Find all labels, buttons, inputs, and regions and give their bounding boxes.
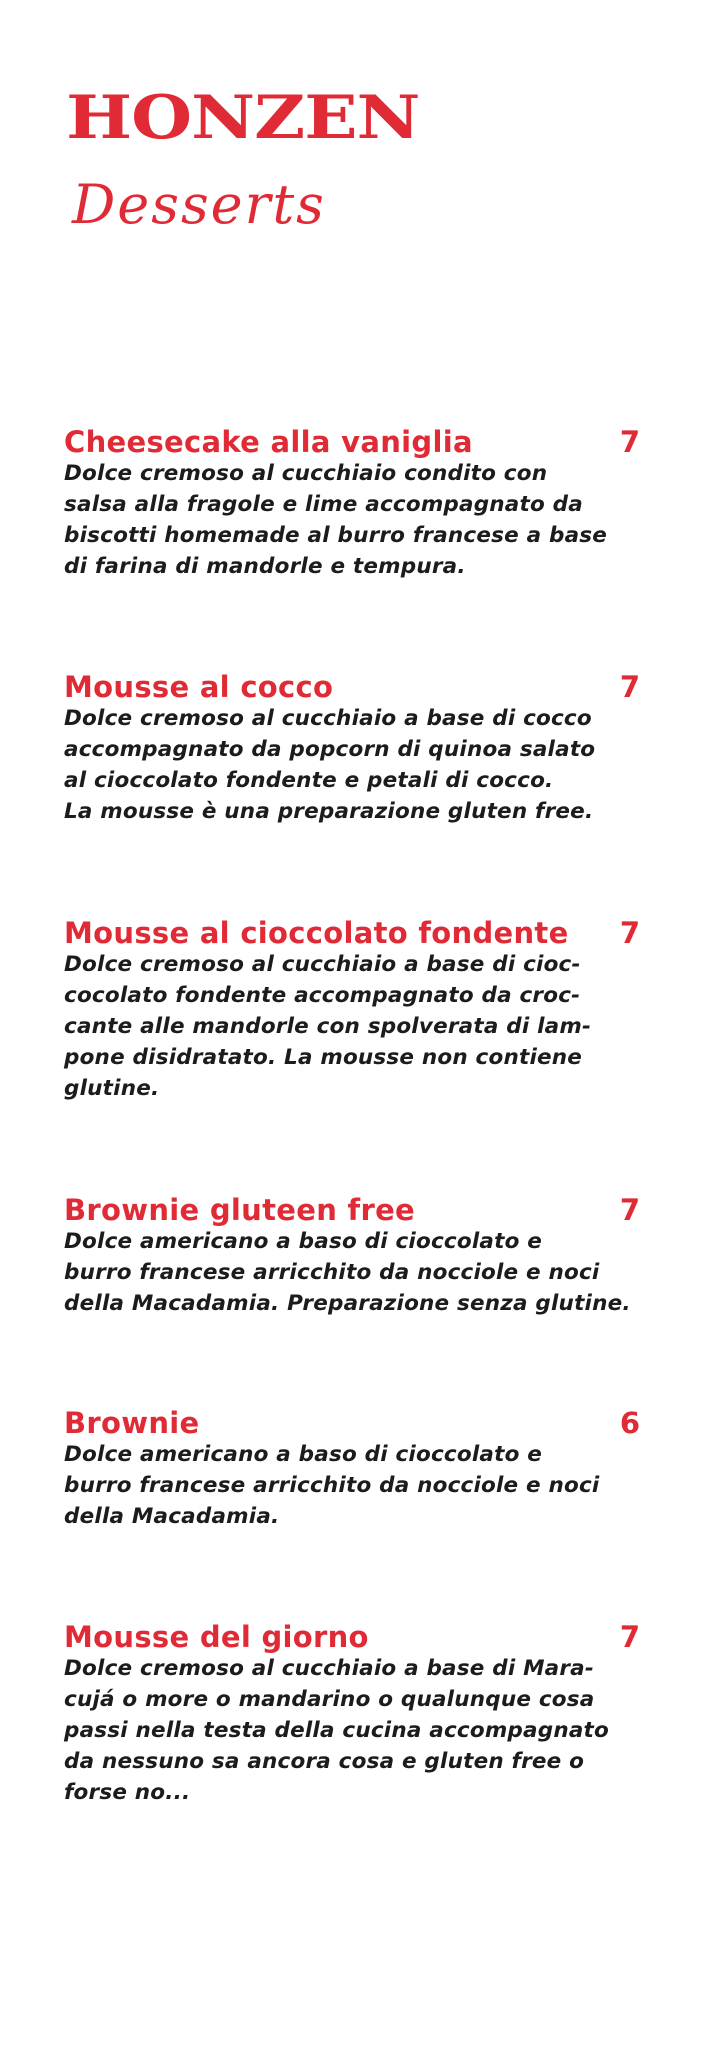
item-price: 7: [619, 425, 640, 459]
item-name: Mousse del giorno: [64, 1620, 369, 1654]
item-name: Brownie: [64, 1406, 200, 1440]
item-description: Dolce cremoso al cucchiaio a base di cioc- cocolato fondente accompagnato da croc- cante alle mandorle con spolverata di lam- pone disidratato. La mousse non contiene glutine.: [64, 952, 592, 1101]
item-price: 7: [619, 1193, 640, 1227]
item-name: Mousse al cioccolato fondente: [64, 916, 569, 950]
item-price: 7: [619, 1620, 640, 1654]
section-title: Desserts: [72, 173, 326, 236]
item-price: 7: [619, 670, 640, 704]
item-description: Dolce cremoso al cucchiaio a base di cocco accompagnato da popcorn di quinoa salato al cioccolato fondente e petali di cocco. La mousse è una preparazione gluten free.: [64, 706, 596, 824]
menu-item-cheesecake: [64, 422, 640, 582]
item-name: Mousse al cocco: [64, 670, 334, 704]
item-name: Cheesecake alla vaniglia: [64, 425, 473, 459]
item-description: Dolce cremoso al cucchiaio a base di Mara- cujá o more o mandarino o qualunque cosa passi nella testa della cucina accompagnato da nessuno sa ancora cosa e gluten free o forse no...: [64, 1656, 609, 1805]
item-price: 6: [619, 1406, 640, 1440]
brand-logo: HONZEN: [66, 82, 420, 153]
menu-item-mousse-giorno: [64, 1617, 640, 1808]
menu-item-mousse-cioccolato: [64, 913, 640, 1104]
item-description: Dolce cremoso al cucchiaio condito con salsa alla fragole e lime accompagnato da biscotti homemade al burro francese a base di farina di mandorle e tempura.: [64, 461, 608, 579]
menu-item-brownie-gluten-free: [64, 1190, 640, 1319]
item-description: Dolce americano a baso di cioccolato e burro francese arricchito da nocciole e noci della Macadamia. Preparazione senza glutine.: [64, 1229, 631, 1316]
menu-item-mousse-cocco: [64, 667, 640, 827]
item-name: Brownie gluteen free: [64, 1193, 416, 1227]
item-price: 7: [619, 916, 640, 950]
menu-item-brownie: [64, 1403, 640, 1532]
item-description: Dolce americano a baso di cioccolato e burro francese arricchito da nocciole e noci della Macadamia.: [64, 1442, 600, 1529]
